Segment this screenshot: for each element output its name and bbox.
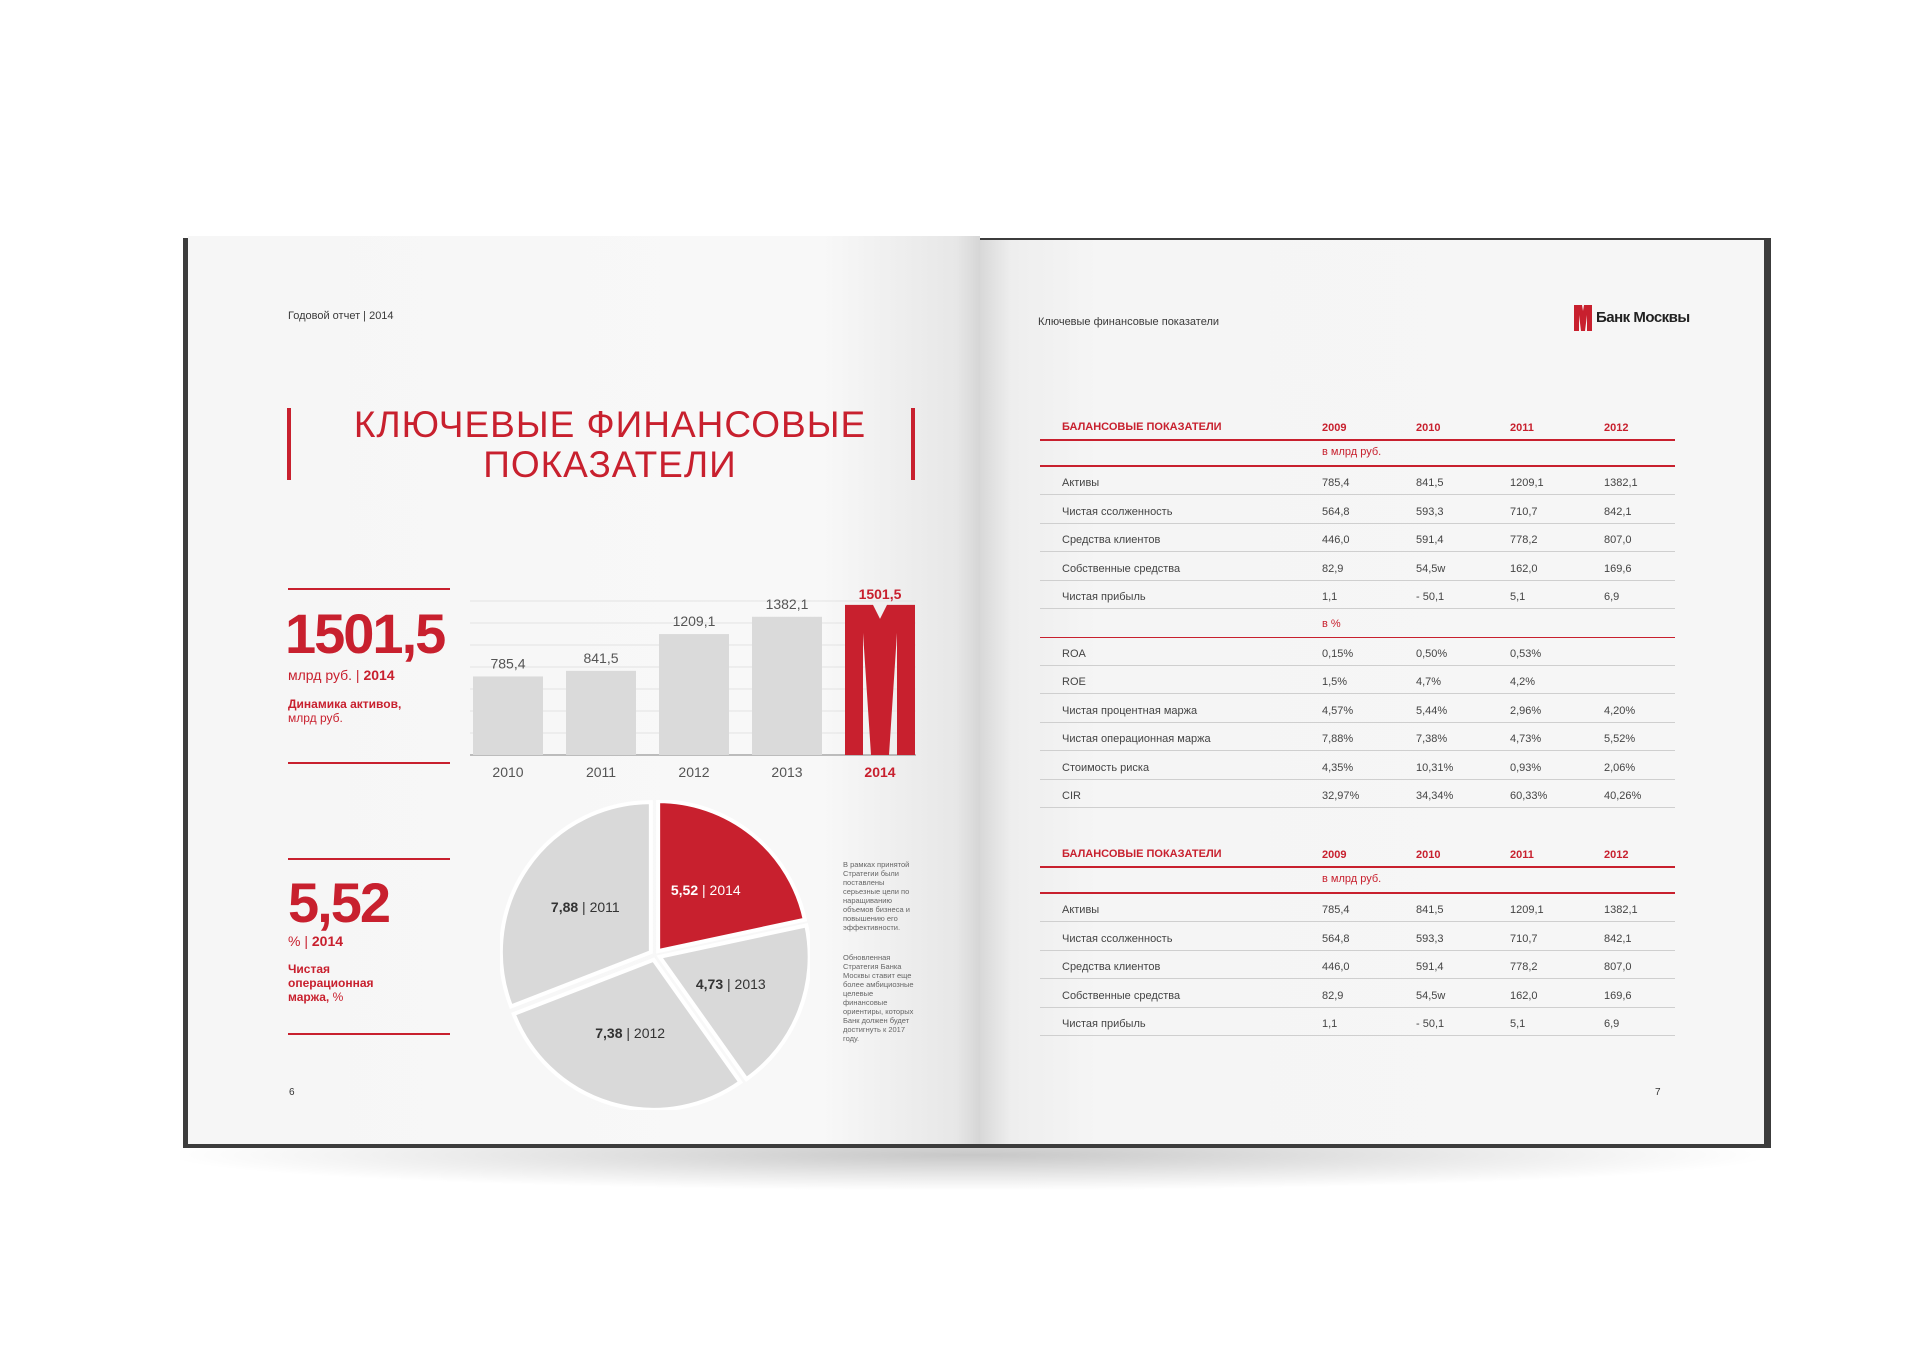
pie-slice-value: 7,88: [550, 899, 579, 916]
table-cell-value: 710,7: [1510, 932, 1538, 945]
table-cell-value: 10,31%: [1416, 761, 1454, 774]
pie-slice-year: 2012: [633, 1025, 666, 1041]
table-cell-value: 778,2: [1510, 961, 1538, 973]
table-cell-value: 82,9: [1322, 989, 1344, 1002]
table-cell-value: 4,7%: [1416, 676, 1442, 688]
table-cell-value: 807,0: [1604, 534, 1632, 546]
side-note-1: В рамках принятой Стратегии были поставлены серьезные цели по наращиванию объемов бизнеса и повышению его эффективности.: [843, 860, 910, 932]
right-page-header: Ключевые финансовые показатели: [1038, 316, 1220, 328]
bar-value-label: 1209,1: [672, 613, 716, 630]
table-row-label: Чистая ссолженность: [1062, 932, 1173, 945]
table-cell-value: 785,4: [1322, 904, 1350, 916]
table-header-year: 2011: [1510, 422, 1534, 434]
pie-slice-label: [696, 976, 766, 992]
kpi2-label-line1: Чистая: [288, 962, 331, 976]
table-cell-value: 0,50%: [1416, 647, 1448, 660]
pie-slice-year: 2014: [709, 881, 741, 898]
table-header-rule: [1040, 866, 1675, 868]
right-page: [980, 240, 1764, 1144]
kpi2-unit: [288, 933, 343, 949]
table-row-divider: [1040, 921, 1675, 922]
pie-slice-year: 2013: [734, 975, 766, 992]
kpi1-label-rest: млрд руб.: [288, 711, 343, 725]
table-cell-value: 593,3: [1416, 505, 1444, 518]
table-cell-value: 40,26%: [1604, 790, 1642, 802]
table-cell-value: 0,15%: [1322, 647, 1354, 660]
kpi1-unit-year: 2014: [363, 667, 395, 683]
kpi2-unit-text: % |: [288, 933, 312, 949]
table-row-label: CIR: [1062, 790, 1081, 802]
pie-slice-separator: |: [622, 1025, 634, 1041]
table-unit-rule: [1040, 892, 1675, 894]
table-cell-value: 1,1: [1322, 591, 1338, 603]
kpi1-value: 1501,5: [285, 602, 445, 665]
table-header-year: 2010: [1416, 422, 1441, 434]
table-cell-value: 5,52%: [1604, 733, 1636, 745]
table-row-label: Собственные средства: [1062, 989, 1181, 1002]
table-cell-value: 4,35%: [1322, 761, 1354, 774]
table-cell-value: 7,88%: [1322, 733, 1354, 745]
table-row-label: Чистая операционная маржа: [1062, 733, 1211, 745]
table-row-label: Чистая прибыль: [1062, 1018, 1146, 1030]
kpi2-label-rest: %: [329, 990, 344, 1004]
pie-slice-separator: |: [698, 881, 710, 898]
table-cell-value: 6,9: [1604, 1018, 1620, 1030]
table-cell-value: 842,1: [1604, 932, 1632, 945]
bar-year-label: 2012: [678, 764, 710, 780]
table-cell-value: 4,73%: [1510, 733, 1542, 745]
table-cell-value: 34,34%: [1416, 790, 1454, 802]
kpi1-top-rule: [288, 588, 450, 590]
table-row-label: Чистая прибыль: [1062, 591, 1146, 603]
table-cell-value: 1382,1: [1604, 477, 1638, 489]
table-row-label: ROE: [1062, 676, 1086, 688]
table-row-divider: [1040, 665, 1675, 666]
bar-2013: [752, 617, 822, 755]
bar-year-label: 2010: [492, 764, 524, 780]
kpi1-unit: [288, 667, 395, 683]
kpi2-value: 5,52: [288, 871, 389, 934]
table-cell-value: 169,6: [1604, 989, 1632, 1002]
table-row-divider: [1040, 523, 1675, 524]
table-cell-value: 807,0: [1604, 961, 1632, 973]
table-cell-value: 6,9: [1604, 591, 1620, 603]
table-row-divider: [1040, 580, 1675, 581]
table-row-divider: [1040, 807, 1675, 808]
table-cell-value: 54,5w: [1416, 562, 1446, 575]
kpi2-label-line2: операционная: [288, 976, 374, 990]
table-cell-value: 564,8: [1322, 505, 1350, 518]
left-page-number: 6: [289, 1087, 295, 1098]
table-cell-value: 591,4: [1416, 961, 1444, 973]
side-note-2: Обновленная Стратегия Банка Москвы ставит еще более амбициозные целевые финансовые ориентиры, которых Банк должен будет достигнуть к 2017 году.: [843, 953, 914, 1043]
table-unit-label: в %: [1322, 617, 1341, 630]
table-row-divider: [1040, 978, 1675, 979]
table-unit-label: в млрд руб.: [1322, 446, 1382, 458]
table-row-label: Активы: [1062, 477, 1100, 489]
table-cell-value: 5,44%: [1416, 704, 1448, 717]
table-row-label: Собственные средства: [1062, 562, 1181, 575]
table-row-label: Активы: [1062, 904, 1100, 916]
pie-slice-value: 5,52: [670, 881, 699, 898]
bar-year-label: 2013: [771, 764, 803, 780]
table-cell-value: 591,4: [1416, 534, 1444, 546]
table-row-divider: [1040, 950, 1675, 951]
bank-logo-mark-icon: [1574, 305, 1592, 331]
table-cell-value: 0,93%: [1510, 761, 1542, 774]
pie-slice-label: [595, 1025, 665, 1041]
table-cell-value: 446,0: [1322, 534, 1350, 546]
page-title: [320, 405, 900, 485]
pie-slice-separator: |: [723, 975, 735, 992]
table-cell-value: 446,0: [1322, 961, 1350, 973]
table-header-year: 2010: [1416, 849, 1441, 861]
table-row-divider: [1040, 722, 1675, 723]
title-bar-left: [287, 408, 291, 480]
table-cell-value: 82,9: [1322, 562, 1344, 575]
pie-slice-year: 2011: [589, 899, 620, 916]
table-cell-value: 169,6: [1604, 562, 1632, 575]
table-cell-value: 2,96%: [1510, 704, 1542, 717]
page-title-line1: КЛЮЧЕВЫЕ ФИНАНСОВЫЕ: [353, 404, 867, 445]
table-cell-value: 841,5: [1416, 904, 1444, 916]
kpi1-bottom-rule: [288, 762, 450, 764]
bar-2012: [659, 634, 729, 755]
table-cell-value: 4,57%: [1322, 704, 1354, 717]
bank-logo-text: Банк Москвы: [1596, 309, 1690, 326]
page-title-line2: ПОКАЗАТЕЛИ: [483, 444, 737, 485]
bar-2010: [473, 676, 543, 755]
table-header-year: 2012: [1604, 422, 1629, 434]
assets-bar-chart: [470, 585, 920, 785]
table-cell-value: 778,2: [1510, 534, 1538, 546]
table-row-label: Чистая ссолженность: [1062, 505, 1173, 518]
kpi2-top-rule: [288, 858, 450, 860]
table-row-divider: [1040, 1035, 1675, 1036]
table-cell-value: 7,38%: [1416, 733, 1448, 745]
table-row-label: Средства клиентов: [1062, 534, 1161, 546]
table-header-year: 2011: [1510, 849, 1534, 861]
table-cell-value: 5,1: [1510, 591, 1526, 603]
table-row-divider: [1040, 693, 1675, 694]
kpi1-unit-text: млрд руб. |: [288, 667, 364, 683]
table-cell-value: 162,0: [1510, 989, 1538, 1002]
table-header-year: 2009: [1322, 849, 1347, 861]
table-cell-value: 4,20%: [1604, 704, 1636, 717]
table-cell-value: 842,1: [1604, 505, 1632, 518]
table-cell-value: 2,06%: [1604, 761, 1636, 774]
bar-value-label: 841,5: [583, 649, 619, 666]
table-row-divider: [1040, 494, 1675, 495]
table-header-title: БАЛАНСОВЫЕ ПОКАЗАТЕЛИ: [1062, 421, 1222, 433]
table-row-label: Средства клиентов: [1062, 961, 1161, 973]
table-row-divider: [1040, 551, 1675, 552]
table-cell-value: 1209,1: [1510, 477, 1544, 489]
table-cell-value: 54,5w: [1416, 989, 1446, 1002]
bar-year-label: 2011: [585, 764, 617, 780]
table-header-title: БАЛАНСОВЫЕ ПОКАЗАТЕЛИ: [1062, 848, 1222, 860]
kpi1-label: [288, 697, 401, 725]
bar-2011: [566, 671, 636, 755]
table-header-rule: [1040, 439, 1675, 441]
table-header-year: 2009: [1322, 422, 1347, 434]
table-cell-value: 564,8: [1322, 932, 1350, 945]
table-row-divider: [1040, 608, 1675, 609]
left-page-header: Годовой отчет | 2014: [288, 310, 394, 322]
table-cell-value: 0,53%: [1510, 647, 1542, 660]
pie-slice-separator: |: [578, 899, 590, 916]
table-cell-value: 32,97%: [1322, 790, 1360, 802]
table-row-label: Чистая процентная маржа: [1062, 704, 1198, 717]
table-row-label: ROA: [1062, 647, 1086, 660]
bar-year-label: 2014: [864, 764, 896, 780]
kpi2-label: [288, 962, 374, 1004]
table-cell-value: 710,7: [1510, 505, 1538, 518]
table-cell-value: 1209,1: [1510, 904, 1544, 916]
table-cell-value: 1,5%: [1322, 676, 1348, 688]
table-header-year: 2012: [1604, 849, 1629, 861]
table-row-divider: [1040, 750, 1675, 751]
table-cell-value: 5,1: [1510, 1018, 1526, 1030]
table-cell-value: 1,1: [1322, 1018, 1338, 1030]
bar-value-label: 1501,5: [858, 585, 902, 602]
table-unit-label: в млрд руб.: [1322, 873, 1382, 885]
table-cell-value: - 50,1: [1416, 1018, 1445, 1030]
title-bar-right: [911, 408, 915, 480]
table-row-divider: [1040, 779, 1675, 780]
margin-pie-chart: [500, 800, 810, 1110]
bar-2014-highlight: [845, 605, 915, 755]
table-cell-value: 4,2%: [1510, 676, 1536, 688]
table-row-label: Стоимость риска: [1062, 761, 1150, 774]
pie-slice-label: [551, 899, 620, 915]
kpi2-unit-year: 2014: [311, 933, 344, 949]
pie-slice-label: [671, 882, 741, 898]
pie-slice-value: 7,38: [595, 1025, 623, 1041]
table-cell-value: - 50,1: [1416, 591, 1445, 603]
table-cell-value: 841,5: [1416, 477, 1444, 489]
bar-value-label: 1382,1: [765, 595, 809, 612]
kpi1-label-bold: Динамика активов,: [288, 697, 402, 711]
bar-value-label: 785,4: [490, 655, 526, 672]
table-cell-value: 162,0: [1510, 562, 1538, 575]
table-unit-rule: [1040, 637, 1675, 639]
table-cell-value: 1382,1: [1604, 904, 1638, 916]
table-row-divider: [1040, 1007, 1675, 1008]
kpi2-bottom-rule: [288, 1033, 450, 1035]
table-unit-rule: [1040, 465, 1675, 467]
table-cell-value: 593,3: [1416, 932, 1444, 945]
right-page-number: 7: [1655, 1087, 1661, 1098]
pie-slice-value: 4,73: [695, 975, 724, 992]
table-cell-value: 785,4: [1322, 477, 1350, 489]
kpi2-label-line3: маржа,: [288, 990, 330, 1004]
table-cell-value: 60,33%: [1510, 790, 1548, 802]
